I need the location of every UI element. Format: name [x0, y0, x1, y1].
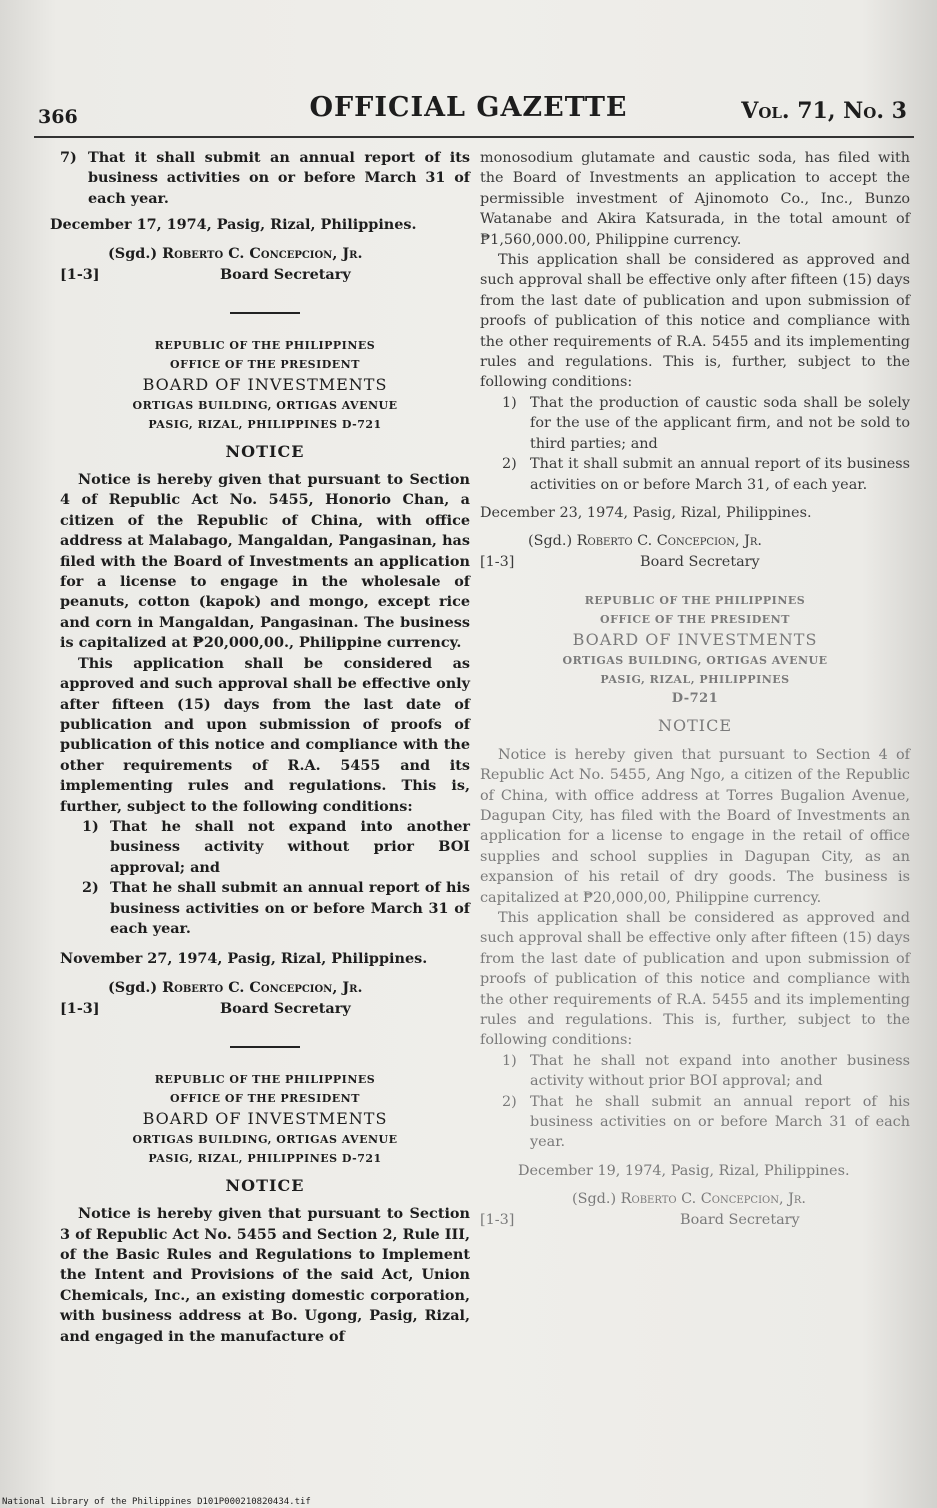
- notice-title: NOTICE: [657, 716, 733, 736]
- signature-block: [60, 978, 470, 1020]
- header-line: OFFICE OF THE PRESIDENT: [170, 1091, 360, 1105]
- item-number: 2): [502, 1093, 517, 1110]
- signature-role: Board Secretary: [640, 554, 760, 571]
- item-number: 7): [60, 149, 77, 166]
- date-line: December 23, 1974, Pasig, Rizal, Philippines.: [480, 504, 812, 521]
- header-line: D-721: [671, 691, 719, 707]
- notice-title: NOTICE: [225, 1175, 305, 1195]
- date-line: December 17, 1974, Pasig, Rizal, Philippines.: [50, 216, 417, 234]
- page-header: [0, 92, 937, 132]
- header-line: PASIG, RIZAL, PHILIPPINES D-721: [148, 1151, 382, 1165]
- board-title: BOARD OF INVESTMENTS: [572, 630, 818, 650]
- item-number: 1): [502, 1052, 517, 1069]
- list-item: [480, 454, 910, 495]
- list-item: [60, 148, 470, 209]
- header-line: ORTIGAS BUILDING, ORTIGAS AVENUE: [562, 654, 828, 668]
- notice-header: [480, 591, 910, 708]
- notice-section: [480, 591, 910, 1231]
- notice-paragraph: This application shall be considered as approved and such approval shall be effective only after fifteen (15) days from the last date of publication and upon submission of proofs of publication of this notice and compliance with the other requirements of R.A. 5455 and its implementing rules and regulations. This is, further, subject to the following conditions:: [60, 654, 470, 815]
- item-number: 2): [82, 879, 99, 897]
- notice-title: NOTICE: [225, 441, 305, 461]
- header-line: REPUBLIC OF THE PHILIPPINES: [154, 1072, 376, 1086]
- list-item: [480, 1051, 910, 1092]
- board-title: BOARD OF INVESTMENTS: [142, 374, 388, 394]
- list-item: [60, 878, 470, 939]
- signature-name: (Sgd.) Roberto C. Concepcion, Jr.: [528, 533, 763, 550]
- signature-role: Board Secretary: [220, 265, 351, 283]
- signature-block: [60, 244, 470, 286]
- header-line: PASIG, RIZAL, PHILIPPINES D-721: [148, 417, 382, 431]
- left-column: [50, 148, 470, 1347]
- item-text: That it shall submit an annual report of its business activities on or before March 31 of each year.: [88, 149, 470, 207]
- signature-block: [480, 531, 910, 573]
- header-line: ORTIGAS BUILDING, ORTIGAS AVENUE: [132, 398, 398, 412]
- section-divider: [230, 312, 300, 314]
- signature-block: [480, 1189, 910, 1231]
- header-line: OFFICE OF THE PRESIDENT: [600, 613, 790, 627]
- scan-footer: National Library of the Philippines D101P000210820434.tif: [2, 1497, 311, 1507]
- volume-label: Vol. 71, No. 3: [741, 98, 907, 124]
- notice-paragraph: Notice is hereby given that pursuant to Section 4 of Republic Act No. 5455, Ang Ngo, a citizen of the Republic of China, with office address at Torres Bugalion Avenue, Dagupan City, has filed with the Board of Investments an application for a license to engage in the retail of office supplies and school supplies in Dagupan City, as an expansion of his retail of dry goods. The business is capitalized at ₱20,000,00, Philippine currency.: [480, 746, 910, 906]
- notice-paragraph: This application shall be considered as approved and such approval shall be effective only after fifteen (15) days from the last date of publication and upon submission of proofs of publication of this notice and compliance with the other requirements of R.A. 5455 and its implementing rules and regulations. This is, further, subject to the following conditions:: [480, 252, 910, 391]
- item-text: That the production of caustic soda shall be solely for the use of the applicant firm, and not be sold to third parties; and: [530, 394, 910, 452]
- item-text: That he shall submit an annual report of his business activities on or before March 31 of each year.: [110, 879, 470, 937]
- item-text: That he shall submit an annual report of his business activities on or before March 31 of each year.: [530, 1093, 910, 1151]
- page-number: 366: [38, 106, 78, 128]
- signature-name: (Sgd.) Roberto C. Concepcion, Jr.: [572, 1191, 807, 1208]
- right-column: [480, 148, 910, 1231]
- item-text: That he shall not expand into another business activity without prior BOI approval; and: [530, 1052, 910, 1090]
- item-number: 1): [82, 817, 99, 835]
- list-item: [480, 1092, 910, 1153]
- item-text: That it shall submit an annual report of its business activities on or before March 31, of each year.: [530, 456, 910, 493]
- notice-code: [1-3]: [480, 1212, 515, 1229]
- item-number: 1): [502, 394, 517, 411]
- header-line: REPUBLIC OF THE PHILIPPINES: [154, 338, 376, 352]
- list-item: [480, 393, 910, 454]
- notice-code: [1-3]: [60, 265, 100, 283]
- signature-name: (Sgd.) Roberto C. Concepcion, Jr.: [108, 978, 363, 996]
- header-line: PASIG, RIZAL, PHILIPPINES: [600, 673, 790, 687]
- gazette-title: OFFICIAL GAZETTE: [309, 92, 628, 123]
- notice-paragraph: This application shall be considered as approved and such approval shall be effective only after fifteen (15) days from the last date of publication and upon submission of proofs of publication of this notice and compliance with the other requirements of R.A. 5455 and its implementing rules and regulations. This is, further, subject to the following conditions:: [480, 909, 910, 1049]
- header-rule: [34, 136, 914, 138]
- header-line: ORTIGAS BUILDING, ORTIGAS AVENUE: [132, 1132, 398, 1146]
- date-line: November 27, 1974, Pasig, Rizal, Philippines.: [60, 950, 428, 968]
- notice-paragraph: monosodium glutamate and caustic soda, has filed with the Board of Investments an application to accept the permissible investment of Ajinomoto Co., Inc., Bunzo Watanabe and Akira Katsurada, in the total amount of ₱1,560,000.00, Philippine currency.: [480, 150, 910, 248]
- notice-paragraph: Notice is hereby given that pursuant to Section 4 of Republic Act No. 5455, Honorio Chan, a citizen of the Republic of China, with office address at Malabago, Mangaldan, Pangasinan, has filed with the Board of Investments an application for a license to engage in the wholesale of peanuts, cotton (kapok) and mongo, except rice and corn in Mangaldan, Pangasinan. The business is capitalized at ₱20,000,00., Philippine currency.: [60, 471, 470, 652]
- signature-name: (Sgd.) Roberto C. Concepcion, Jr.: [108, 244, 363, 262]
- section-divider: [230, 1046, 300, 1048]
- notice-code: [1-3]: [60, 999, 100, 1017]
- date-line: December 19, 1974, Pasig, Rizal, Philippines.: [518, 1162, 850, 1179]
- notice-paragraph: Notice is hereby given that pursuant to Section 3 of Republic Act No. 5455 and Section 2, Rule III, of the Basic Rules and Regulations to Implement the Intent and Provisions of the said Act, Union Chemicals, Inc., an existing domestic corporation, with business address at Bo. Ugong, Pasig, Rizal, and engaged in the manufacture of: [60, 1205, 470, 1345]
- notice-code: [1-3]: [480, 554, 515, 571]
- notice-header: [60, 336, 470, 434]
- signature-role: Board Secretary: [220, 999, 351, 1017]
- item-number: 2): [502, 456, 517, 473]
- board-title: BOARD OF INVESTMENTS: [142, 1108, 388, 1128]
- header-line: OFFICE OF THE PRESIDENT: [170, 357, 360, 371]
- list-item: [60, 817, 470, 878]
- item-text: That he shall not expand into another business activity without prior BOI approval; and: [110, 817, 470, 876]
- notice-header: [60, 1070, 470, 1168]
- header-line: REPUBLIC OF THE PHILIPPINES: [584, 594, 806, 608]
- signature-role: Board Secretary: [680, 1212, 800, 1229]
